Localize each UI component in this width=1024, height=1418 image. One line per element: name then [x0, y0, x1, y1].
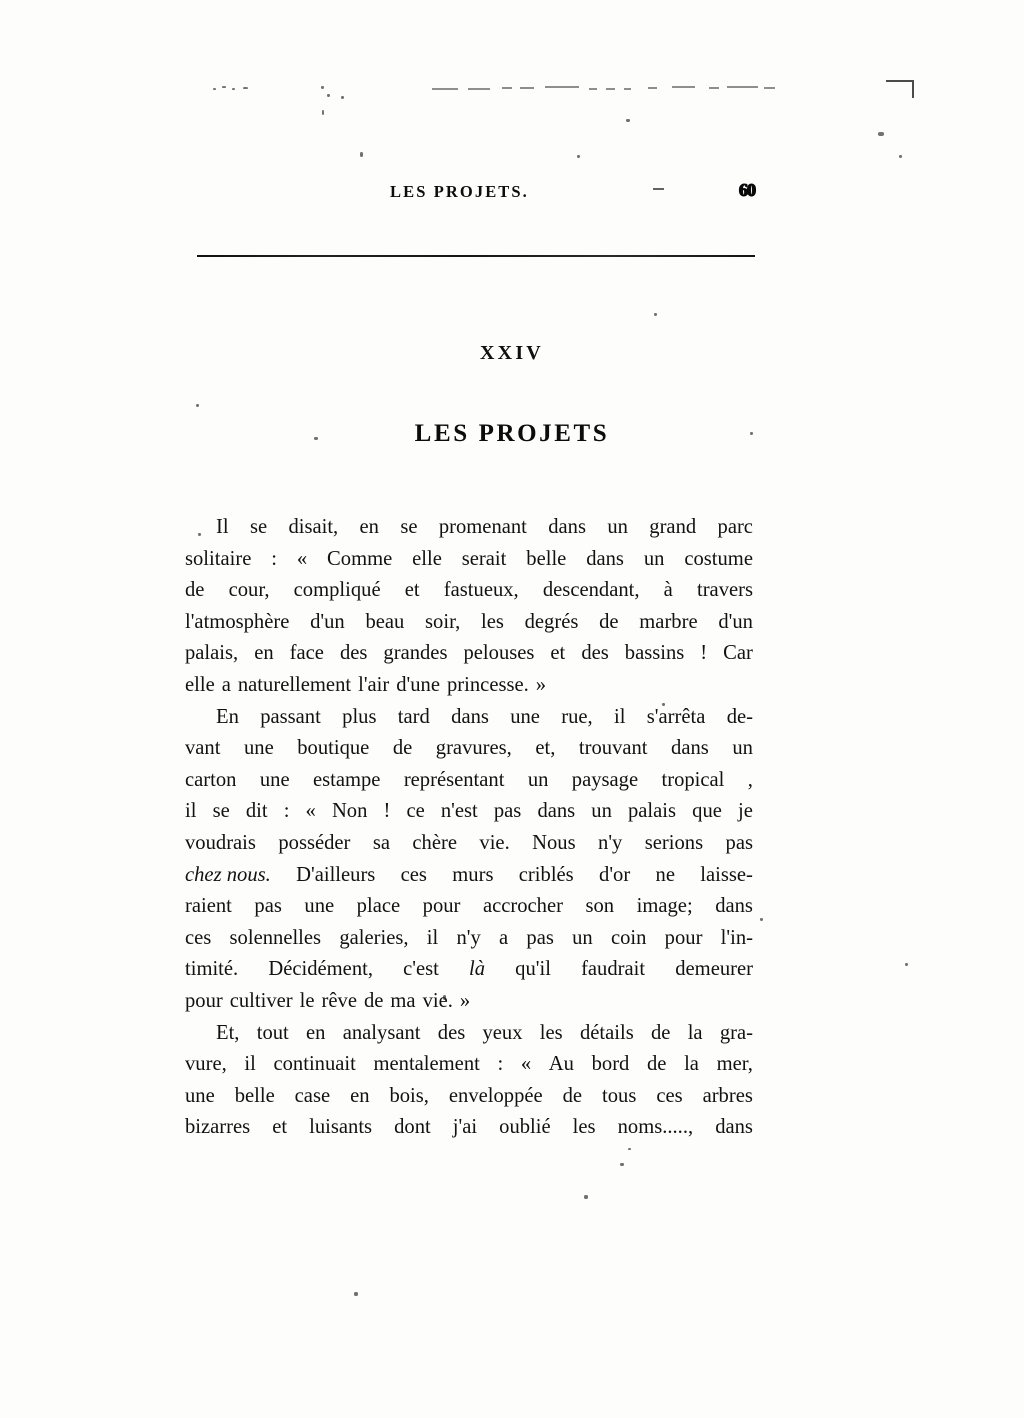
word: chez nous.: [185, 863, 271, 886]
word: Et,: [216, 1021, 240, 1044]
scan-speck: [243, 87, 248, 89]
scan-speck: [327, 94, 330, 97]
scan-speck: [760, 918, 763, 921]
word: palais: [628, 800, 677, 823]
scan-bleedthrough-dash: [589, 88, 597, 90]
word: cultiver: [229, 989, 293, 1012]
word: solitaire: [185, 547, 252, 570]
word: des: [437, 1021, 466, 1044]
scan-speck: [213, 88, 216, 90]
word: se: [212, 800, 230, 823]
word: estampe: [312, 768, 381, 791]
page-folio-number: 60: [739, 180, 755, 200]
word: boutique: [297, 737, 370, 760]
word: les: [481, 610, 504, 633]
word: voudrais: [185, 831, 256, 854]
word: un: [572, 926, 593, 949]
word: se: [400, 516, 418, 538]
word: dans: [586, 547, 624, 570]
word: la: [687, 1021, 703, 1044]
word: oublié: [499, 1116, 551, 1139]
running-head-title: LES PROJETS.: [390, 182, 529, 201]
word: tard: [397, 705, 430, 728]
scan-speck: [654, 313, 657, 316]
word: une: [185, 1084, 215, 1107]
word: «: [296, 547, 308, 570]
word: yeux: [482, 1021, 523, 1044]
word: un: [591, 800, 612, 823]
word: un: [607, 516, 628, 538]
word: dans: [548, 516, 586, 538]
word: a: [499, 926, 509, 949]
text-line: [185, 796, 753, 828]
word: ces: [656, 1084, 683, 1107]
word: pelouses: [463, 642, 535, 665]
word: je: [738, 800, 753, 823]
text-line: [185, 544, 753, 576]
scan-speck: [577, 155, 580, 158]
word: vure,: [185, 1053, 227, 1076]
word: elle: [185, 673, 215, 696]
text-line: [185, 986, 753, 1018]
word: case: [294, 1084, 331, 1107]
word: un: [527, 768, 549, 791]
word: raient: [185, 895, 232, 918]
word: pas: [725, 831, 753, 854]
word: En: [216, 705, 239, 728]
word: :: [283, 800, 290, 823]
word: passant: [260, 705, 321, 728]
word: grand: [649, 516, 697, 538]
text-line: [185, 1018, 753, 1050]
text-line: [185, 702, 753, 734]
word: compliqué: [293, 579, 381, 602]
word: Au: [548, 1053, 574, 1076]
word: de: [562, 1084, 583, 1107]
word: de: [599, 610, 619, 633]
word: D'ailleurs: [296, 863, 376, 886]
word: naturellement: [237, 673, 352, 696]
word: n'y: [456, 926, 481, 949]
scan-bleedthrough-dash: [727, 86, 758, 88]
word: !: [383, 800, 391, 823]
word: dit: [245, 800, 268, 823]
word: murs: [452, 863, 494, 886]
text-line: [185, 765, 753, 797]
text-line: [185, 1081, 753, 1113]
scan-speck: [626, 119, 630, 122]
word: criblés: [518, 863, 574, 886]
word: dans: [537, 800, 576, 823]
word: face: [289, 642, 324, 665]
word: a: [221, 673, 231, 696]
word: belle: [526, 547, 567, 570]
word: enveloppée: [448, 1084, 543, 1107]
scan-bleedthrough-dash: [520, 87, 534, 89]
word: il: [614, 705, 626, 728]
word: disait,: [288, 516, 339, 538]
word: bois,: [389, 1084, 429, 1107]
word: descendant,: [542, 579, 640, 602]
word: continuait: [273, 1053, 356, 1076]
word: laisse-: [700, 863, 753, 886]
scan-bleedthrough-dash: [468, 88, 490, 90]
word: Comme: [327, 547, 393, 570]
word: degrés: [524, 610, 579, 633]
word: d'une: [396, 673, 440, 696]
word: bassins: [624, 642, 685, 665]
word: place: [356, 895, 401, 918]
word: trouvant: [578, 737, 648, 760]
body-text: [185, 512, 753, 1144]
word: ces: [185, 926, 212, 949]
word: j'ai: [452, 1116, 478, 1139]
text-line: [185, 828, 753, 860]
word: il: [426, 926, 439, 949]
word: dans: [715, 895, 753, 918]
word: en: [350, 1084, 370, 1107]
word: à: [663, 579, 673, 602]
word: pas: [493, 800, 522, 823]
text-line: [185, 954, 753, 986]
word: les: [539, 1021, 563, 1044]
word: il: [185, 800, 197, 823]
word: galeries,: [339, 926, 409, 949]
word: analysant: [342, 1021, 421, 1044]
word: accrocher: [482, 895, 563, 918]
word: Nous: [532, 831, 576, 854]
word: n'y: [598, 831, 623, 854]
paragraph: [185, 702, 753, 1018]
paragraph: [185, 1018, 753, 1144]
text-line: [185, 1049, 753, 1081]
text-line: [185, 670, 753, 702]
word: n'est: [440, 800, 478, 823]
word: rêve: [321, 989, 357, 1012]
word: s'arrêta: [646, 705, 706, 728]
word: princesse.: [447, 673, 529, 696]
scan-bleedthrough-dash: [502, 87, 512, 89]
header-rule: [197, 255, 755, 257]
chapter-number: XXIV: [480, 342, 544, 364]
scan-bleedthrough-dash: [648, 87, 657, 89]
scan-speck: [584, 1195, 588, 1199]
word: ces: [400, 863, 427, 886]
word: la: [684, 1053, 699, 1076]
word: serait: [461, 547, 507, 570]
word: !: [700, 642, 708, 665]
scan-speck: [222, 86, 226, 88]
word: posséder: [278, 831, 351, 854]
word: une: [259, 768, 290, 791]
word: serions: [644, 831, 704, 854]
word: représentant: [403, 768, 505, 791]
word: l'atmosphère: [185, 610, 290, 633]
word: son: [585, 895, 615, 918]
word: bizarres: [185, 1116, 251, 1139]
word: l'in-: [720, 926, 753, 949]
word: en: [254, 642, 274, 665]
word: et,: [535, 737, 556, 760]
scan-speck: [878, 132, 884, 136]
scan-speck: [620, 1163, 624, 1166]
word: :: [271, 547, 277, 570]
word: rue,: [561, 705, 593, 728]
word: palais,: [185, 642, 239, 665]
word: fastueux,: [443, 579, 519, 602]
word: l'air: [358, 673, 390, 696]
word: belle: [234, 1084, 275, 1107]
text-line: [185, 638, 753, 670]
scan-bleedthrough-dash: [545, 86, 579, 88]
word: ma: [390, 989, 416, 1012]
scan-speck: [232, 88, 235, 90]
word: pas: [254, 895, 282, 918]
word: pour: [664, 926, 703, 949]
word: de: [650, 1021, 671, 1044]
word: elle: [412, 547, 442, 570]
text-line: [185, 1112, 753, 1144]
word: noms.....,: [617, 1116, 694, 1139]
scan-bleedthrough-dash: [709, 87, 719, 89]
chapter-title: LES PROJETS: [414, 420, 610, 447]
word: »: [535, 673, 547, 696]
word: :: [497, 1053, 504, 1076]
word: bord: [591, 1053, 630, 1076]
scan-speck: [196, 404, 199, 407]
word: il: [244, 1053, 256, 1076]
word: promenant: [438, 516, 527, 538]
word: tout: [256, 1021, 289, 1044]
word: vie.: [479, 831, 510, 854]
word: demeurer: [675, 958, 753, 981]
running-head: [185, 182, 755, 210]
word: costume: [684, 547, 753, 570]
word: d'un: [718, 610, 753, 633]
scan-bleedthrough-dash: [764, 87, 775, 89]
word: coin: [610, 926, 647, 949]
word: chère: [412, 831, 457, 854]
word: soir,: [425, 610, 461, 633]
word: un: [643, 547, 665, 570]
word: de-: [726, 705, 753, 728]
text-line: [185, 607, 753, 639]
word: mer,: [716, 1053, 753, 1076]
corner-registration-mark: [886, 80, 914, 98]
word: ne: [655, 863, 675, 886]
word: des: [339, 642, 368, 665]
word: les: [572, 1116, 596, 1139]
text-line: [185, 891, 753, 923]
word: cour,: [228, 579, 270, 602]
word: carton: [185, 768, 237, 791]
word: pour: [422, 895, 461, 918]
word: plus: [342, 705, 377, 728]
scan-bleedthrough-dash: [672, 86, 695, 88]
word: Il: [216, 516, 229, 538]
word: solennelles: [229, 926, 322, 949]
scan-bleedthrough-dash: [624, 88, 631, 90]
text-line: [185, 575, 753, 607]
word: ce: [406, 800, 425, 823]
word: grandes: [383, 642, 448, 665]
word: ,: [747, 768, 753, 791]
word: un: [732, 737, 753, 760]
word: image;: [636, 895, 693, 918]
word: et: [404, 579, 420, 602]
word: Non: [331, 800, 368, 823]
word: pas: [526, 926, 554, 949]
word: dans: [451, 705, 489, 728]
scan-speck: [322, 110, 324, 115]
word: «: [305, 800, 316, 823]
word: que: [692, 800, 722, 823]
word: «: [520, 1053, 532, 1076]
word: et: [550, 642, 566, 665]
word: de: [647, 1053, 667, 1076]
word: paysage: [571, 768, 639, 791]
word: d'or: [599, 863, 631, 886]
word: et: [272, 1116, 288, 1139]
scan-speck: [354, 1292, 358, 1296]
word: marbre: [639, 610, 698, 633]
word: une: [304, 895, 335, 918]
word: en: [306, 1021, 326, 1044]
word: de: [363, 989, 384, 1012]
word: vie.: [422, 989, 453, 1012]
word: luisants: [309, 1116, 373, 1139]
scan-speck: [341, 96, 344, 99]
word: gra-: [719, 1021, 753, 1044]
word: une: [510, 705, 540, 728]
text-line: [185, 733, 753, 765]
paragraph: [185, 512, 753, 702]
text-line: [185, 923, 753, 955]
word: Décidément,: [268, 958, 373, 981]
scan-bleedthrough-dash: [606, 88, 615, 90]
word: beau: [365, 610, 405, 633]
word: une: [243, 737, 274, 760]
word: travers: [696, 579, 753, 602]
word: pour: [185, 989, 223, 1012]
word: se: [249, 516, 268, 538]
word: tropical: [661, 768, 725, 791]
scan-speck: [905, 963, 908, 966]
word: faudrait: [581, 958, 646, 981]
word: dont: [394, 1116, 431, 1139]
word: »: [459, 989, 471, 1012]
word: parc: [717, 516, 753, 538]
word: timité.: [185, 958, 239, 981]
word: Car: [723, 642, 753, 665]
word: mentalement: [373, 1053, 480, 1076]
word: c'est: [403, 958, 439, 981]
word: le: [299, 989, 315, 1012]
word: sa: [372, 831, 390, 854]
word: gravures,: [435, 737, 512, 760]
scan-speck: [628, 1148, 631, 1150]
word: de: [392, 737, 413, 760]
word: d'un: [310, 610, 345, 633]
word: de: [185, 579, 205, 602]
word: en: [359, 516, 379, 538]
word: là: [469, 958, 486, 981]
header-tick-mark: [653, 188, 664, 190]
word: qu'il: [515, 958, 551, 981]
word: tous: [602, 1084, 637, 1107]
scan-bleedthrough-dash: [432, 88, 458, 90]
word: dans: [715, 1116, 753, 1139]
word: vant: [185, 737, 221, 760]
word: détails: [579, 1021, 634, 1044]
scan-speck: [321, 86, 324, 89]
word: dans: [671, 737, 709, 760]
text-line: [185, 860, 753, 892]
scan-speck: [360, 152, 363, 157]
word: des: [581, 642, 609, 665]
scan-speck: [899, 155, 902, 158]
text-line: [185, 512, 753, 544]
word: arbres: [702, 1084, 753, 1107]
